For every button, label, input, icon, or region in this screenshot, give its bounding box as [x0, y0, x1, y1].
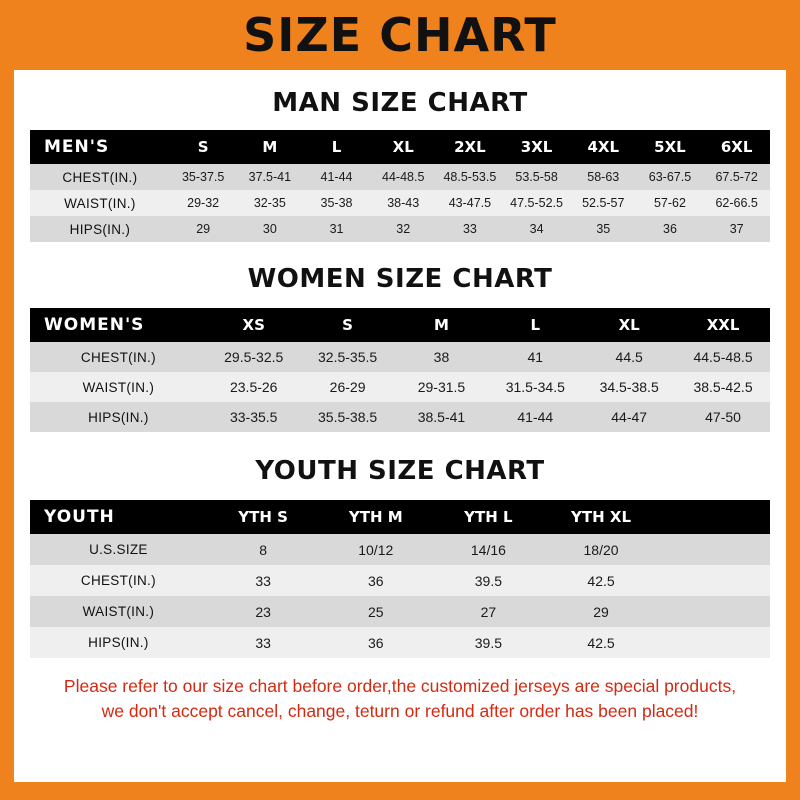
men-col-5xl: 5XL — [637, 130, 704, 164]
men-corner-label: MEN'S — [30, 130, 170, 164]
table-row — [30, 596, 770, 627]
women-chest-l: 41 — [488, 342, 582, 372]
youth-waist-s: 23 — [207, 596, 320, 627]
men-hips-6xl: 37 — [703, 216, 770, 242]
men-hips-xl: 32 — [370, 216, 437, 242]
youth-ussize-m: 10/12 — [319, 534, 432, 565]
table-row — [30, 627, 770, 658]
youth-table-head — [30, 500, 770, 534]
men-col-xl: XL — [370, 130, 437, 164]
women-col-xl: XL — [582, 308, 676, 342]
men-chest-2xl: 48.5-53.5 — [437, 164, 504, 190]
section-title-youth: YOUTH SIZE CHART — [255, 456, 545, 486]
youth-ussize-s: 8 — [207, 534, 320, 565]
women-hips-xs: 33-35.5 — [207, 402, 301, 432]
women-waist-xxl: 38.5-42.5 — [676, 372, 770, 402]
youth-ussize-empty — [657, 534, 770, 565]
men-waist-6xl: 62-66.5 — [703, 190, 770, 216]
table-row — [30, 402, 770, 432]
women-col-xs: XS — [207, 308, 301, 342]
men-hips-5xl: 36 — [637, 216, 704, 242]
women-header-row — [30, 308, 770, 342]
section-title-men: MAN SIZE CHART — [272, 88, 528, 118]
men-chest-3xl: 53.5-58 — [503, 164, 570, 190]
men-waist-l: 35-38 — [303, 190, 370, 216]
men-chest-6xl: 67.5-72 — [703, 164, 770, 190]
youth-chest-empty — [657, 565, 770, 596]
women-corner-label: WOMEN'S — [30, 308, 207, 342]
youth-waist-l: 27 — [432, 596, 545, 627]
section-title-women: WOMEN SIZE CHART — [247, 264, 553, 294]
women-chest-xl: 44.5 — [582, 342, 676, 372]
men-table-body — [30, 164, 770, 242]
men-waist-xl: 38-43 — [370, 190, 437, 216]
men-col-l: L — [303, 130, 370, 164]
men-hips-m: 30 — [236, 216, 303, 242]
men-hips-l: 31 — [303, 216, 370, 242]
women-size-table — [30, 308, 770, 432]
table-row — [30, 534, 770, 565]
page-title: SIZE CHART — [243, 8, 557, 62]
women-hips-xl: 44-47 — [582, 402, 676, 432]
women-col-l: L — [488, 308, 582, 342]
table-row — [30, 164, 770, 190]
youth-hips-xl: 42.5 — [545, 627, 658, 658]
table-row — [30, 342, 770, 372]
women-chest-xxl: 44.5-48.5 — [676, 342, 770, 372]
men-hips-s: 29 — [170, 216, 237, 242]
youth-waist-empty — [657, 596, 770, 627]
men-waist-4xl: 52.5-57 — [570, 190, 637, 216]
table-row — [30, 216, 770, 242]
youth-hips-empty — [657, 627, 770, 658]
men-row-label-chest: CHEST(IN.) — [30, 164, 170, 190]
youth-waist-m: 25 — [319, 596, 432, 627]
men-row-label-waist: WAIST(IN.) — [30, 190, 170, 216]
women-chest-m: 38 — [395, 342, 489, 372]
men-col-2xl: 2XL — [437, 130, 504, 164]
men-waist-2xl: 43-47.5 — [437, 190, 504, 216]
women-hips-l: 41-44 — [488, 402, 582, 432]
men-chest-s: 35-37.5 — [170, 164, 237, 190]
men-col-4xl: 4XL — [570, 130, 637, 164]
men-chest-5xl: 63-67.5 — [637, 164, 704, 190]
header-band — [14, 0, 786, 70]
youth-chest-s: 33 — [207, 565, 320, 596]
footer-note-line2: we don't accept cancel, change, teturn or refund after order has been placed! — [101, 701, 699, 722]
youth-row-label-ussize: U.S.SIZE — [30, 534, 207, 565]
women-waist-xs: 23.5-26 — [207, 372, 301, 402]
women-hips-m: 38.5-41 — [395, 402, 489, 432]
men-chest-xl: 44-48.5 — [370, 164, 437, 190]
youth-size-table — [30, 500, 770, 658]
men-chest-m: 37.5-41 — [236, 164, 303, 190]
men-size-table — [30, 130, 770, 242]
men-chest-4xl: 58-63 — [570, 164, 637, 190]
footer-note-line1: Please refer to our size chart before order,the customized jerseys are special products, — [63, 676, 737, 696]
youth-col-xl: YTH XL — [545, 500, 658, 534]
table-row — [30, 372, 770, 402]
footer-note — [30, 674, 770, 725]
men-waist-5xl: 57-62 — [637, 190, 704, 216]
youth-hips-l: 39.5 — [432, 627, 545, 658]
youth-ussize-l: 14/16 — [432, 534, 545, 565]
men-table-head — [30, 130, 770, 164]
women-waist-s: 26-29 — [301, 372, 395, 402]
youth-col-empty — [657, 500, 770, 534]
youth-row-label-waist: WAIST(IN.) — [30, 596, 207, 627]
women-table-head — [30, 308, 770, 342]
table-row — [30, 565, 770, 596]
content-area — [14, 88, 786, 725]
men-col-6xl: 6XL — [703, 130, 770, 164]
women-row-label-chest: CHEST(IN.) — [30, 342, 207, 372]
women-col-s: S — [301, 308, 395, 342]
youth-col-m: YTH M — [319, 500, 432, 534]
youth-row-label-hips: HIPS(IN.) — [30, 627, 207, 658]
women-waist-xl: 34.5-38.5 — [582, 372, 676, 402]
women-row-label-waist: WAIST(IN.) — [30, 372, 207, 402]
women-chest-s: 32.5-35.5 — [301, 342, 395, 372]
youth-chest-xl: 42.5 — [545, 565, 658, 596]
footer-band — [0, 782, 800, 800]
youth-table-body — [30, 534, 770, 658]
men-col-m: M — [236, 130, 303, 164]
men-col-s: S — [170, 130, 237, 164]
men-hips-3xl: 34 — [503, 216, 570, 242]
men-waist-s: 29-32 — [170, 190, 237, 216]
men-header-row — [30, 130, 770, 164]
men-waist-3xl: 47.5-52.5 — [503, 190, 570, 216]
women-waist-m: 29-31.5 — [395, 372, 489, 402]
youth-chest-m: 36 — [319, 565, 432, 596]
youth-header-row — [30, 500, 770, 534]
women-col-xxl: XXL — [676, 308, 770, 342]
youth-waist-xl: 29 — [545, 596, 658, 627]
youth-ussize-xl: 18/20 — [545, 534, 658, 565]
men-waist-m: 32-35 — [236, 190, 303, 216]
men-chest-l: 41-44 — [303, 164, 370, 190]
youth-col-l: YTH L — [432, 500, 545, 534]
men-row-label-hips: HIPS(IN.) — [30, 216, 170, 242]
women-hips-s: 35.5-38.5 — [301, 402, 395, 432]
men-hips-2xl: 33 — [437, 216, 504, 242]
women-row-label-hips: HIPS(IN.) — [30, 402, 207, 432]
youth-col-s: YTH S — [207, 500, 320, 534]
women-table-body — [30, 342, 770, 432]
men-col-3xl: 3XL — [503, 130, 570, 164]
women-col-m: M — [395, 308, 489, 342]
women-chest-xs: 29.5-32.5 — [207, 342, 301, 372]
women-hips-xxl: 47-50 — [676, 402, 770, 432]
youth-row-label-chest: CHEST(IN.) — [30, 565, 207, 596]
table-row — [30, 190, 770, 216]
youth-corner-label: YOUTH — [30, 500, 207, 534]
youth-chest-l: 39.5 — [432, 565, 545, 596]
men-hips-4xl: 35 — [570, 216, 637, 242]
youth-hips-s: 33 — [207, 627, 320, 658]
women-waist-l: 31.5-34.5 — [488, 372, 582, 402]
youth-hips-m: 36 — [319, 627, 432, 658]
